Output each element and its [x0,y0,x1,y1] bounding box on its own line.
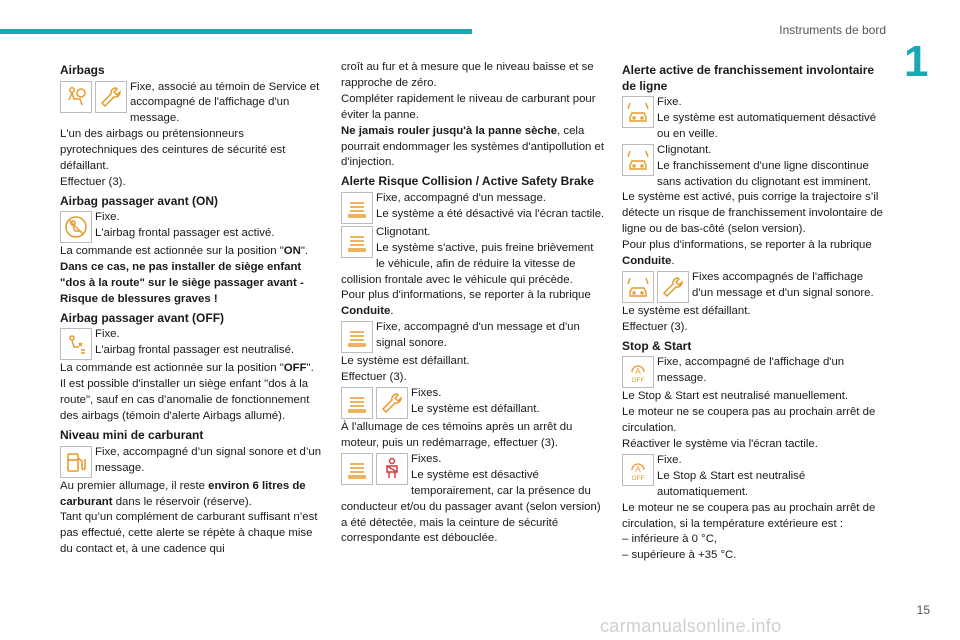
lane-departure-icon [622,271,654,303]
fuel-pump-icon [60,446,92,478]
entry-stopstart-1 [622,355,886,389]
airbag-on-text-1: La commande est actionnée sur la position "ON". [60,245,309,258]
stopstart-list-item-1: – inférieure à 0 °C, [622,533,718,546]
lane-3-text-1: Le système est défaillant. [622,304,751,317]
airbag-icon [60,81,92,113]
collision-5-text: Le système est désactivé temporairement, car la présence du conducteur et/ou du passager avant (selon version) a été détectée, mais la ceinture de sécurité correspondante est débouclée. [341,468,601,545]
fuel-cont-text-1: croît au fur et à mesure que le niveau baisse et se rapproche de zéro. [341,61,594,89]
wrench-icon [95,81,127,113]
collision-alert-icon [341,453,373,485]
stopstart-1-text-1: Le Stop & Start est neutralisé manuellement. [622,390,849,403]
chapter-number: 1 [904,37,929,86]
wrench-icon [376,387,408,419]
lane-departure-icon [622,96,654,128]
lane-1-text: Le système est automatiquement désactivé ou en veille. [657,111,877,140]
fuel-text-2: Tant qu’un complément de carburant suffisant n’est pas effectué, cette alerte se répète à chaque mise du contact et, à une cadence qui [60,511,318,556]
header-accent-bar [0,29,472,34]
entry-lane-1 [622,95,886,143]
collision-2-text: Le système s'active, puis freine brièvement le véhicule, afin de réduire la vitesse de collision frontale avec le véhicule qui précède. [341,241,594,286]
fuel-cont-text-2: Compléter rapidement le niveau de carburant pour éviter la panne. [341,92,596,121]
airbags-text-2: Effectuer (3). [60,175,126,188]
airbags-text-1: L'un des airbags ou prétensionneurs pyrotechniques des ceintures de sécurité est défaillant. [60,128,286,173]
collision-5-lead: Fixes. [411,452,442,465]
stop-start-off-icon [622,454,654,486]
airbag-off-lead-1: Fixe. [95,328,120,341]
entry-airbag-off [60,327,324,361]
page-number: 15 [916,603,930,617]
column-3 [622,60,886,564]
fuel-cont-text-3: Ne jamais rouler jusqu'à la panne sèche, cela pourrait endommager les systèmes d'antipollution et d'injection. [341,124,605,169]
collision-2-lead: Clignotant. [376,225,431,238]
entry-airbags [60,80,324,128]
page-header-title: Instruments de bord [779,23,886,37]
airbag-on-warning: Dans ce cas, ne pas installer de siège enfant "dos à la route" sur le siège passager avant - Risque de blessures graves ! [60,261,304,306]
lane-2-lead: Clignotant. [657,143,712,156]
section-title-stopstart: Stop & Start [622,338,692,353]
section-title-airbag-on: Airbag passager avant (ON) [60,193,219,208]
entry-collision-3 [341,320,605,354]
passenger-airbag-on-icon [60,211,92,243]
section-title-lane: Alerte active de franchissement involontaire de ligne [622,63,875,93]
stopstart-1-text-3: Réactiver le système via l'écran tactile. [622,438,818,450]
lane-2-text-2: Le système est activé, puis corrige la trajectoire s’il détecte un risque de franchissement involontaire de ligne ou de bas-côté (selon version). [622,191,883,236]
collision-1-text: Le système a été désactivé via l'écran tactile. [376,207,605,220]
lane-3-text-2: Effectuer (3). [622,320,688,333]
svg-text:OFF: OFF [631,377,645,385]
section-title-fuel: Niveau mini de carburant [60,428,204,443]
collision-4-text-2: À l'allumage de ces témoins après un arrêt du moteur, puis un redémarrage, effectuer (3). [341,421,573,449]
lane-2-text: Le franchissement d'une ligne discontinue sans activation du clignotant est imminent. [657,159,872,188]
entry-collision-5 [341,452,605,547]
fuel-lead: Fixe, accompagné d’un signal sonore et d’un message. [95,445,322,474]
seatbelt-icon [376,453,408,485]
collision-1-lead: Fixe, accompagné d'un message. [376,191,546,204]
stopstart-2-lead: Fixe. [657,453,682,466]
collision-2-ref: Pour plus d'informations, se reporter à la rubrique Conduite. [341,289,591,318]
stopstart-list-item-2: – supérieure à +35 °C. [622,549,737,562]
lane-departure-icon [622,144,654,176]
collision-alert-icon [341,387,373,419]
entry-collision-4 [341,386,605,420]
airbag-on-lead-1: Fixe. [95,211,120,224]
collision-alert-icon [341,321,373,353]
column-1 [60,60,324,558]
airbag-off-lead-2: L'airbag frontal passager est neutralisé. [95,344,295,357]
section-title-airbags: Airbags [60,63,105,77]
stopstart-2-text-2: Le moteur ne se coupera pas au prochain arrêt de circulation, si la température extérieure est : [622,501,876,530]
collision-alert-icon [341,192,373,224]
entry-fuel [60,445,324,479]
stopstart-1-lead: Fixe, accompagné de l'affichage d'un message. [657,356,845,385]
entry-collision-2 [341,225,605,289]
lane-3-lead: Fixes accompagnés de l'affichage d'un message et d'un signal sonore. [692,270,874,299]
wrench-icon [657,271,689,303]
section-title-airbag-off: Airbag passager avant (OFF) [60,310,225,325]
collision-3-text-1: Le système est défaillant. [341,355,470,368]
section-title-collision: Alerte Risque Collision / Active Safety Brake [341,174,594,189]
collision-3-lead: Fixe, accompagné d'un message et d'un signal sonore. [376,321,580,350]
column-2 [341,60,605,547]
collision-alert-icon [341,226,373,258]
stopstart-2-text: Le Stop & Start est neutralisé automatiquement. [657,469,806,498]
fuel-text-1: Au premier allumage, il reste environ 6 litres de carburant dans le réservoir (réserve). [60,479,306,508]
entry-stopstart-2 [622,453,886,501]
collision-4-text: Le système est défaillant. [411,403,540,415]
airbags-lead: Fixe, associé au témoin de Service et accompagné de l'affichage d'un message. [130,80,320,125]
collision-4-lead: Fixes. [411,387,442,400]
stopstart-1-text-2: Le moteur ne se coupera pas au prochain arrêt de circulation. [622,406,876,435]
entry-airbag-on [60,210,324,244]
lane-2-ref: Pour plus d'informations, se reporter à la rubrique Conduite. [622,239,872,268]
passenger-airbag-off-icon [60,328,92,360]
svg-text:A: A [635,367,641,377]
svg-text:OFF: OFF [631,474,645,482]
airbag-off-text-1: La commande est actionnée sur la position "OFF". [60,362,314,375]
watermark: carmanualsonline.info [600,616,782,636]
airbag-on-lead-2: L'airbag frontal passager est activé. [95,227,275,240]
lane-1-lead: Fixe. [657,96,682,108]
entry-collision-1 [341,191,605,225]
entry-lane-2 [622,143,886,191]
stop-start-off-icon [622,356,654,388]
airbag-off-text-2: Il est possible d'installer un siège enfant "dos à la route", sauf en cas d'anomalie de fonctionnement des airbags (témoin d'alerte Airbags allumé). [60,378,310,423]
collision-3-text-2: Effectuer (3). [341,371,407,384]
entry-lane-3 [622,270,886,304]
svg-text:A: A [635,464,641,474]
